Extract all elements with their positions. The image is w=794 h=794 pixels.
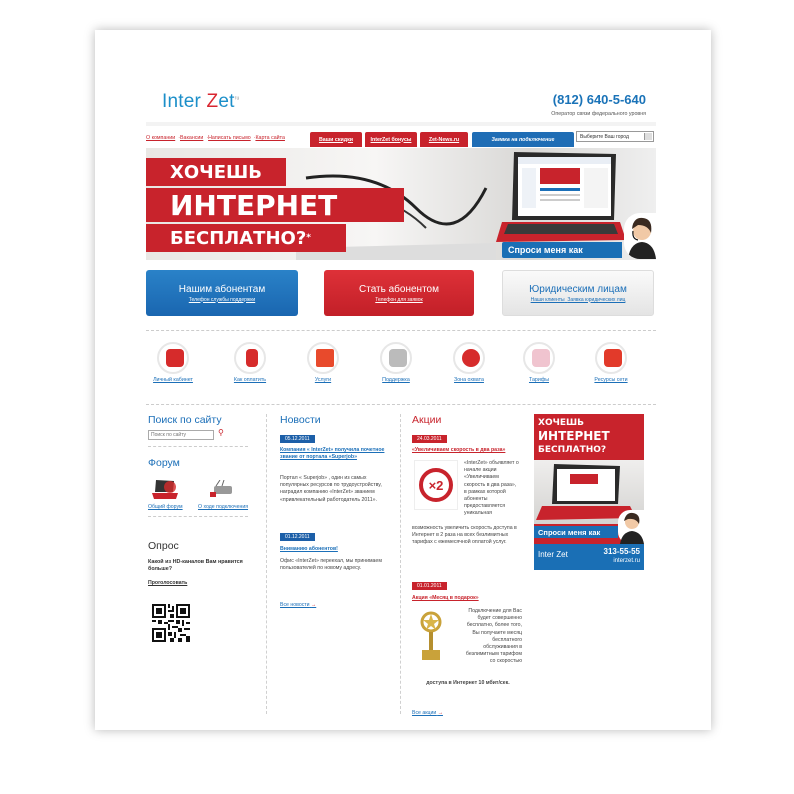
all-news-link[interactable]: Все новости → <box>280 602 317 608</box>
segment-business-request-link[interactable]: Заявка юридических лиц <box>567 296 626 303</box>
nav-link-write[interactable]: Написать письмо <box>208 135 251 141</box>
tariffs-icon <box>532 349 550 367</box>
ad-line-3: БЕСПЛАТНО? <box>538 445 607 455</box>
service-services[interactable]: Услуги <box>298 342 348 383</box>
header-phone-subtitle: Оператор связи федерального уровня <box>551 111 646 117</box>
segment-become-title: Стать абонентом <box>359 283 439 295</box>
top-nav-links: О компании ·Вакансии ·Написать письмо ·Карта сайта <box>146 135 285 141</box>
news-text-1: Портал « Superjob» , один из самых популярных ресурсов по трудоустройству, наградил компанию «InterZet» званием «привлекательный работодатель 2011». <box>280 475 382 503</box>
promo-text-1b: возможность увеличить скорость доступа в Интернет в 2 раза на всех безлимитных тарифах с ежемесячной оплатой услуг. <box>412 525 517 546</box>
segment-business[interactable] <box>502 270 654 316</box>
segment-become-subscriber[interactable] <box>324 270 474 316</box>
ad-line-1: ХОЧЕШЬ <box>538 418 584 428</box>
news-date-2: 01.12.2011 <box>280 533 315 541</box>
banner-line-1: ХОЧЕШЬ <box>146 158 286 186</box>
promos-title: Акции <box>412 414 442 426</box>
ad-ask-me: Спроси меня как <box>534 526 618 538</box>
side-ad-banner[interactable] <box>534 414 644 570</box>
section-divider-2 <box>146 404 656 405</box>
search-input[interactable] <box>148 430 214 440</box>
forum-title: Форум <box>148 457 180 469</box>
sidebar-divider <box>148 446 248 447</box>
news-headline-1[interactable]: Компания « InterZet» получила почетное звание от портала «Superjob» <box>280 447 385 460</box>
forum-laptop-icon <box>152 478 178 500</box>
service-coverage[interactable]: Зона охвата <box>444 342 494 383</box>
city-select[interactable]: Выберите Ваш город <box>576 131 654 142</box>
payment-terminal-icon <box>246 349 258 367</box>
gift-icon <box>604 349 622 367</box>
sidebar-divider-2 <box>148 516 248 517</box>
news-text-2: Офис «InterZet» переехал, мы принимаем пользователей по новому адресу. <box>280 558 382 572</box>
promo-headline-1[interactable]: «Увеличиваем скорость в два раза» <box>412 447 506 453</box>
speed-x2-badge: ×2 <box>414 460 458 510</box>
segment-subscribers-title: Нашим абонентам <box>178 283 266 295</box>
ad-agent-photo <box>618 510 644 544</box>
news-headline-2[interactable]: Вниманию абонентов! <box>280 546 338 552</box>
header-divider <box>146 122 656 126</box>
logo-mark: Z <box>206 91 219 112</box>
news-title: Новости <box>280 414 321 426</box>
tab-discounts[interactable]: Ваши скидки <box>310 132 362 147</box>
laptop-image <box>496 150 626 250</box>
column-separator-1 <box>266 414 267 714</box>
promo-text-1a: «InterZet» объявляет о начале акции «Увеличиваем скорость в два раза», в рамках которой абоненты предоставляется уникальная <box>464 460 519 517</box>
header-phone: (812) 640-5-640 <box>552 92 646 107</box>
service-personal-cabinet[interactable]: Личный кабинет <box>148 342 198 383</box>
ad-line-2: ИНТЕРНЕТ <box>538 429 610 443</box>
promo-text-2b: доступа в Интернет 10 мбит/сек. <box>426 680 510 686</box>
tab-zet-news[interactable]: Zet-News.ru <box>420 132 468 147</box>
chevron-down-icon <box>644 133 652 140</box>
segment-business-clients-link[interactable]: Наши клиенты <box>530 296 565 303</box>
forum-general-link[interactable]: Общий форум <box>148 504 183 510</box>
ask-me-button[interactable]: Спроси меня как <box>502 242 622 258</box>
router-icon <box>389 349 407 367</box>
services-row <box>146 342 656 392</box>
ad-phone: 313-55-55 <box>603 547 640 556</box>
globe-icon <box>462 349 480 367</box>
services-cross-icon <box>316 349 334 367</box>
qr-code-image <box>152 604 190 642</box>
ad-footer <box>534 544 644 570</box>
promo-date-1: 24.03.2011 <box>412 435 447 443</box>
column-separator-2 <box>400 414 401 714</box>
nav-link-about[interactable]: О компании <box>146 135 176 141</box>
service-support[interactable]: Поддержка <box>371 342 421 383</box>
news-date-1: 05.12.2011 <box>280 435 315 443</box>
ad-logo: Inter Zet <box>538 550 568 559</box>
nav-link-sitemap[interactable]: Карта сайта <box>255 135 285 141</box>
promo-headline-2[interactable]: Акция «Месяц в подарок» <box>412 595 479 601</box>
service-network-resources[interactable]: Ресурсы сети <box>586 342 636 383</box>
ad-site: interzet.ru <box>613 558 640 564</box>
section-divider <box>146 330 656 331</box>
arrow-right-icon: → <box>311 602 317 608</box>
promo-text-2a: Подключение для Вас будет совершенно бесплатно, более того, Вы получаете месяц бесплатного обслуживания в безлимитным тарифом со скоростью <box>465 608 522 665</box>
support-agent-photo <box>624 213 656 259</box>
website <box>146 80 656 720</box>
trophy-image <box>416 608 446 664</box>
segment-subscribers[interactable] <box>146 270 298 316</box>
arrow-right-icon: → <box>437 710 443 716</box>
tab-connection-request[interactable]: Заявка на подключение <box>472 132 574 147</box>
tab-bonuses[interactable]: InterZet бонусы <box>365 132 417 147</box>
all-promos-link[interactable]: Все акции → <box>412 710 443 716</box>
poll-title: Опрос <box>148 540 179 552</box>
poll-question: Какой из HD-каналов Вам нравится больше? <box>148 559 243 573</box>
search-icon[interactable]: ⚲ <box>218 428 224 437</box>
banner-line-3: БЕСПЛАТНО? * <box>146 224 346 252</box>
nav-link-vacancies[interactable]: Вакансии <box>179 135 204 141</box>
service-tariffs[interactable]: Тарифы <box>514 342 564 383</box>
promo-date-2: 01.01.2011 <box>412 582 447 590</box>
site-logo[interactable]: Inter Zet$^{ru}$ <box>162 91 240 112</box>
poll-vote-link[interactable]: Проголосовать <box>148 580 188 586</box>
laptop-icon <box>166 349 184 367</box>
segment-subscribers-link[interactable]: Телефон службы поддержки <box>188 296 256 303</box>
forum-connection-link[interactable]: О ходе подключения <box>198 504 249 510</box>
service-how-to-pay[interactable]: Как оплатить <box>225 342 275 383</box>
segment-business-title: Юридическим лицам <box>529 283 627 295</box>
forum-router-icon <box>210 480 236 500</box>
search-title: Поиск по сайту <box>148 414 222 426</box>
banner-line-2: ИНТЕРНЕТ <box>146 188 404 222</box>
segment-become-link[interactable]: Телефон для заявок <box>375 296 423 303</box>
